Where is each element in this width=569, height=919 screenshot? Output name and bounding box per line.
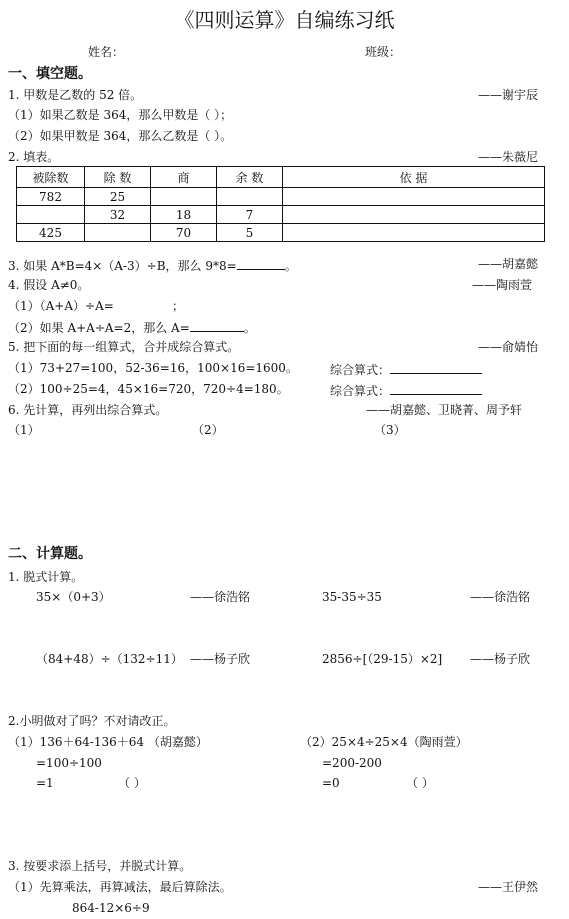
q5-part-a: （1）73+27=100，52-36=16，100×16=1600。 <box>8 361 298 375</box>
calc-author: ——杨子欣 <box>190 652 251 666</box>
table-row <box>17 188 545 206</box>
table-header: 被除数 <box>17 167 85 188</box>
calc-author: ——杨子欣 <box>470 652 531 666</box>
q5-part-b: （2）100÷25=4，45×16=720，720÷4=180。 <box>8 382 289 396</box>
s2-q2-right-bracket[interactable]: （ ） <box>406 776 434 790</box>
table-header-row <box>17 167 545 188</box>
combined-label: 综合算式： <box>330 363 391 377</box>
q3-text <box>8 258 297 272</box>
s2-q1-text: 1. 脱式计算。 <box>8 570 84 584</box>
s2-q2-left-step2: =1 <box>36 776 54 790</box>
calc-expression: （84+48）÷（132÷11） <box>36 652 183 666</box>
s2-q2-left-bracket[interactable]: （ ） <box>118 776 146 790</box>
q5-text: 5. 把下面的每一组算式，合并成综合算式。 <box>8 340 240 354</box>
table-cell[interactable] <box>283 188 545 206</box>
s2-q2-right-step2: =0 <box>322 776 340 790</box>
q1-part-b: （2）如果甲数是 364，那么乙数是（ ）。 <box>8 129 233 143</box>
combined-answer-blank[interactable] <box>390 383 482 395</box>
q1-author: ——谢宇辰 <box>478 88 539 102</box>
s2-q3-expr: 864-12×6÷9 <box>72 901 150 915</box>
calc-expression: 35×（0+3） <box>36 590 111 604</box>
table-cell: 425 <box>17 224 85 242</box>
class-label: 班级： <box>365 45 402 59</box>
q6-part-1: （1） <box>8 423 40 437</box>
q4-part-b-end: 。 <box>243 321 256 335</box>
q4-text: 4. 假设 A≠0。 <box>8 278 90 292</box>
s2-q2-left-expr: （1）136＋64-136＋64 （胡嘉懿） <box>8 735 208 749</box>
table-cell[interactable] <box>85 224 151 242</box>
table-cell: 5 <box>217 224 283 242</box>
s2-q2-right-step1: =200-200 <box>322 756 382 770</box>
table-cell[interactable] <box>17 206 85 224</box>
q3-answer-blank[interactable] <box>237 258 285 270</box>
q4-part-b-text: （2）如果 A+A÷A=2，那么 A= <box>8 321 190 335</box>
table-cell: 70 <box>151 224 217 242</box>
table-cell[interactable] <box>151 188 217 206</box>
table-cell: 18 <box>151 206 217 224</box>
table-cell: 7 <box>217 206 283 224</box>
q3-end: 。 <box>284 259 297 273</box>
q4-part-b <box>8 320 256 334</box>
section2-heading: 二、计算题。 <box>8 546 92 562</box>
q6-author: ——胡嘉懿、卫晓菁、周予轩 <box>366 403 523 417</box>
table-cell: 782 <box>17 188 85 206</box>
s2-q3-sub: （1）先算乘法，再算减法，最后算除法。 <box>8 880 232 894</box>
table-row <box>17 206 545 224</box>
q6-part-3: （3） <box>374 423 406 437</box>
table-cell[interactable] <box>217 188 283 206</box>
q2-author: ——朱薇尼 <box>478 150 539 164</box>
table-cell[interactable] <box>283 206 545 224</box>
q4-answer-blank[interactable] <box>190 320 244 332</box>
table-cell: 32 <box>85 206 151 224</box>
name-label: 姓名： <box>88 45 125 59</box>
table-header: 依 据 <box>283 167 545 188</box>
q4-part-a: （1）（A+A）÷A= <box>8 299 114 313</box>
q5-author: ——俞婧怡 <box>478 340 539 354</box>
q2-text: 2. 填表。 <box>8 150 60 164</box>
page-title: 《四则运算》自编练习纸 <box>174 8 395 32</box>
q1-part-a: （1）如果乙数是 364，那么甲数是（ ）； <box>8 108 233 122</box>
fill-table <box>16 166 545 242</box>
s2-q3-text: 3. 按要求添上括号，并脱式计算。 <box>8 859 192 873</box>
calc-author: ——徐浩铭 <box>470 590 531 604</box>
q4-part-a-end: ； <box>172 299 185 313</box>
s2-q2-right-expr: （2）25×4÷25×4（陶雨萱） <box>300 735 468 749</box>
table-row <box>17 224 545 242</box>
q6-part-2: （2） <box>192 423 224 437</box>
q3-expression: 3. 如果 A*B=4×（A-3）÷B，那么 9*8= <box>8 259 237 273</box>
table-header: 商 <box>151 167 217 188</box>
section1-heading: 一、填空题。 <box>8 66 92 82</box>
table-header: 除 数 <box>85 167 151 188</box>
q1-text: 1. 甲数是乙数的 52 倍。 <box>8 88 143 102</box>
combined-answer-blank[interactable] <box>390 362 482 374</box>
s2-q2-text: 2.小明做对了吗？不对请改正。 <box>8 714 176 728</box>
calc-expression: 35-35÷35 <box>322 590 382 604</box>
table-cell[interactable] <box>283 224 545 242</box>
calc-author: ——徐浩铭 <box>190 590 251 604</box>
q5-combined-b <box>330 383 482 397</box>
s2-q3-author: ——王伊然 <box>478 880 539 894</box>
s2-q2-left-step1: =100÷100 <box>36 756 102 770</box>
table-header: 余 数 <box>217 167 283 188</box>
calc-expression: 2856÷[（29-15）×2] <box>322 652 443 666</box>
q3-author: ——胡嘉懿 <box>478 257 539 271</box>
q6-text: 6. 先计算，再列出综合算式。 <box>8 403 168 417</box>
table-cell: 25 <box>85 188 151 206</box>
combined-label: 综合算式： <box>330 384 391 398</box>
q5-combined-a <box>330 362 482 376</box>
q4-author: ——陶雨萱 <box>472 278 533 292</box>
